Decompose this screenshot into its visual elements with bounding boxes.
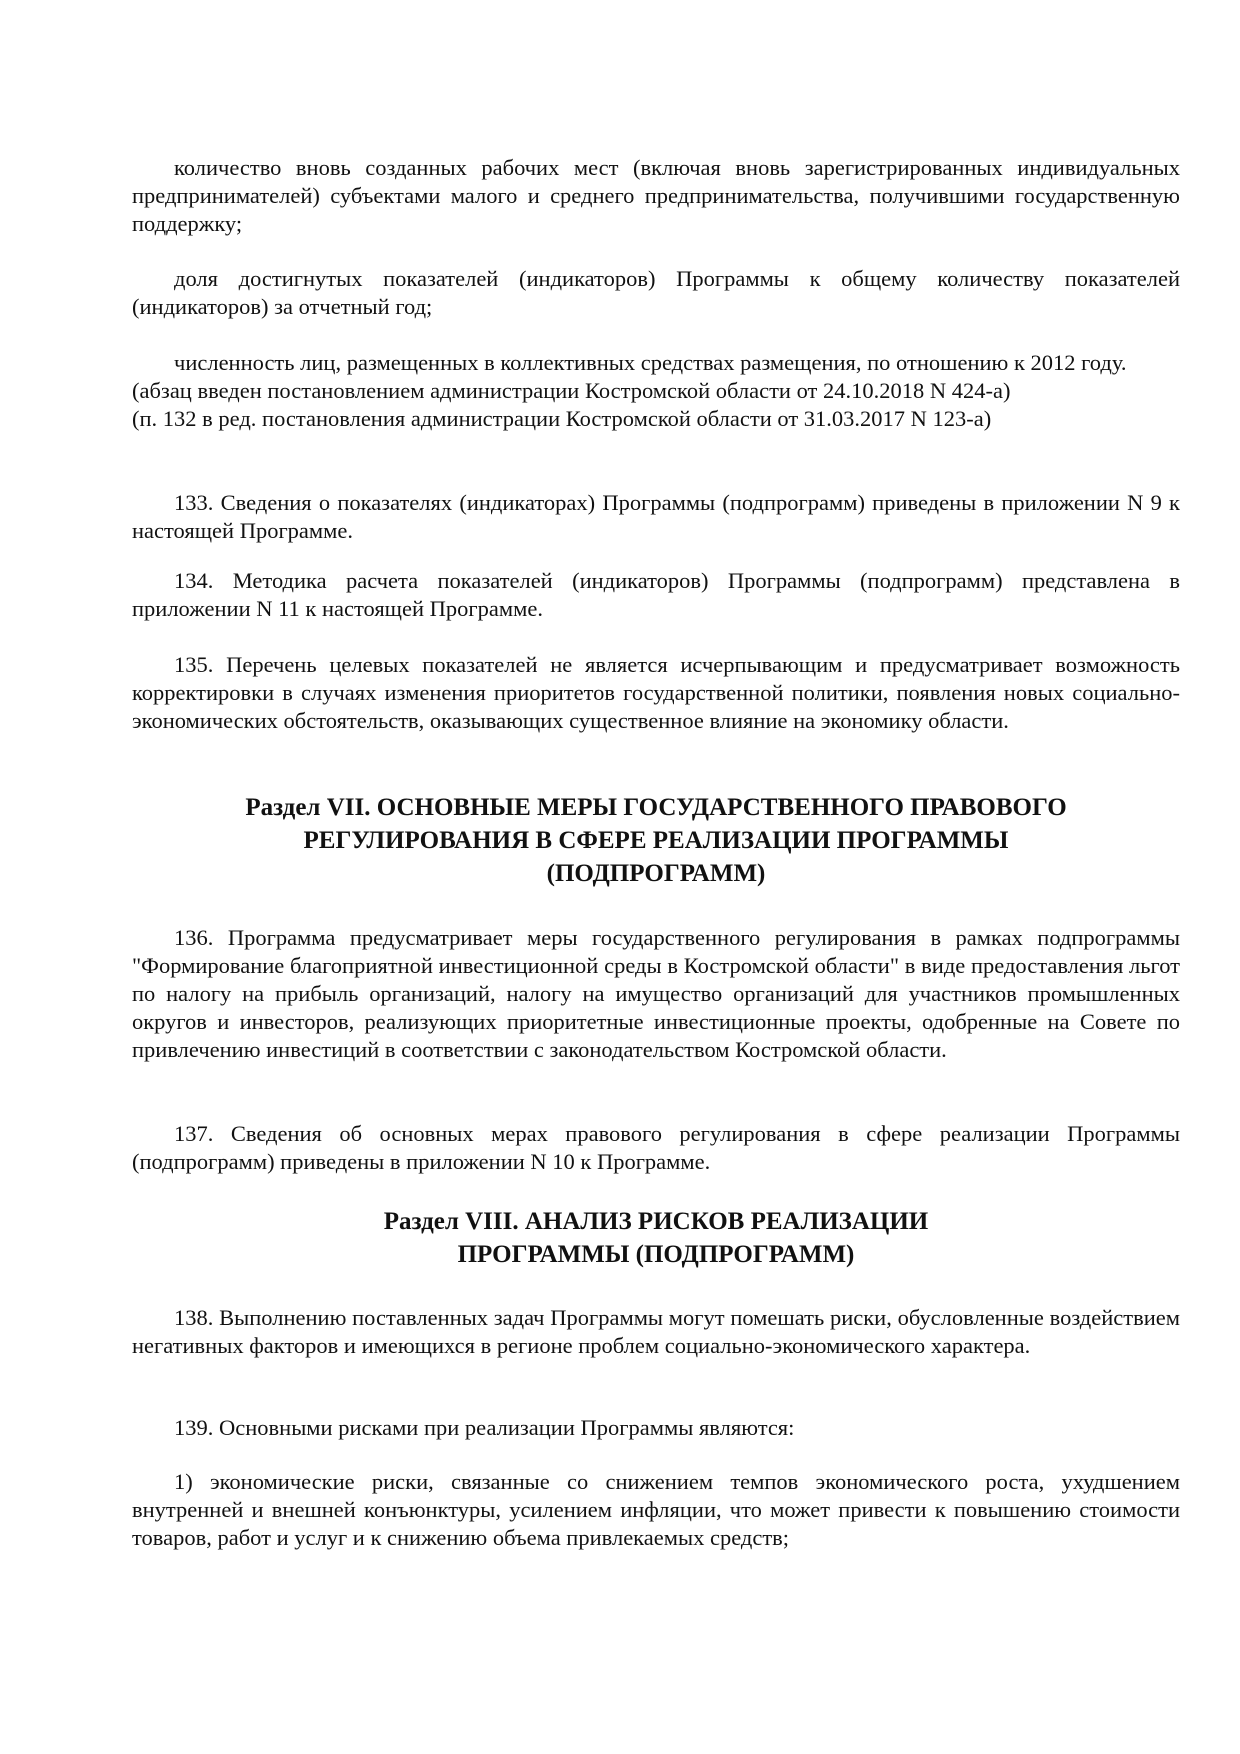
heading-line: (ПОДПРОГРАММ): [546, 860, 766, 887]
paragraph-share: [132, 265, 1180, 321]
paragraph-135: [132, 651, 1180, 735]
paragraph-text: 136. Программа предусматривает меры государственного регулирования в рамках подпрограммы "Формирование благоприятной инвестиционной среды в Костромской области" в виде предоставления льгот по налогу на прибыль организаций, налогу на имущество организаций для участников промышленных округов и инвесторов, реализующих приоритетные инвестиционные проекты, одобренные на Совете по привлечению инвестиций в соответствии с законодательством Костромской области.: [132, 925, 1180, 1062]
paragraph-139-item-1: [132, 1468, 1180, 1552]
paragraph-text: 137. Сведения об основных мерах правового регулирования в сфере реализации Программы (подпрограмм) приведены в приложении N 10 к Программе.: [132, 1121, 1180, 1174]
paragraph-text: 133. Сведения о показателях (индикаторах) Программы (подпрограмм) приведены в приложении N 9 к настоящей Программе.: [132, 490, 1180, 543]
section-7-heading: [132, 791, 1180, 890]
paragraph-text: 135. Перечень целевых показателей не является исчерпывающим и предусматривает возможность корректировки в случаях изменения приоритетов государственной политики, появления новых социально-экономических обстоятельств, оказывающих существенное влияние на экономику области.: [132, 652, 1180, 733]
heading-line: Раздел VII. ОСНОВНЫЕ МЕРЫ ГОСУДАРСТВЕННОГО ПРАВОВОГО: [245, 794, 1067, 821]
paragraph-139: [132, 1414, 1180, 1442]
heading-line: РЕГУЛИРОВАНИЯ В СФЕРЕ РЕАЛИЗАЦИИ ПРОГРАММЫ: [303, 827, 1009, 854]
paragraph-text: 139. Основными рисками при реализации Программы являются:: [174, 1415, 795, 1440]
paragraph-text: численность лиц, размещенных в коллективных средствах размещения, по отношению к 2012 году.: [174, 350, 1127, 375]
paragraph-persons: [132, 349, 1180, 433]
heading-line: ПРОГРАММЫ (ПОДПРОГРАММ): [457, 1241, 855, 1268]
amendment-note: (абзац введен постановлением администрации Костромской области от 24.10.2018 N 424-а): [132, 378, 1011, 403]
paragraph-text: 138. Выполнению поставленных задач Программы могут помешать риски, обусловленные воздействием негативных факторов и имеющихся в регионе проблем социально-экономического характера.: [132, 1305, 1180, 1358]
section-8-heading: [132, 1205, 1180, 1271]
paragraph-text: доля достигнутых показателей (индикаторов) Программы к общему количеству показателей (индикаторов) за отчетный год;: [132, 266, 1180, 319]
paragraph-text: 134. Методика расчета показателей (индикаторов) Программы (подпрограмм) представлена в приложении N 11 к настоящей Программе.: [132, 568, 1180, 621]
paragraph-text: 1) экономические риски, связанные со снижением темпов экономического роста, ухудшением внутренней и внешней конъюнктуры, усилением инфляции, что может привести к повышению стоимости товаров, работ и услуг и к снижению объема привлекаемых средств;: [132, 1469, 1180, 1550]
paragraph-133: [132, 489, 1180, 545]
paragraph-134: [132, 567, 1180, 623]
paragraph-136: [132, 924, 1180, 1064]
heading-line: Раздел VIII. АНАЛИЗ РИСКОВ РЕАЛИЗАЦИИ: [383, 1208, 929, 1235]
paragraph-137: [132, 1120, 1180, 1176]
amendment-note: (п. 132 в ред. постановления администрации Костромской области от 31.03.2017 N 123-а): [132, 406, 992, 431]
paragraph-jobs: [132, 154, 1180, 238]
paragraph-text: количество вновь созданных рабочих мест (включая вновь зарегистрированных индивидуальных предпринимателей) субъектами малого и среднего предпринимательства, получившими государственную поддержку;: [132, 155, 1180, 236]
paragraph-138: [132, 1304, 1180, 1360]
